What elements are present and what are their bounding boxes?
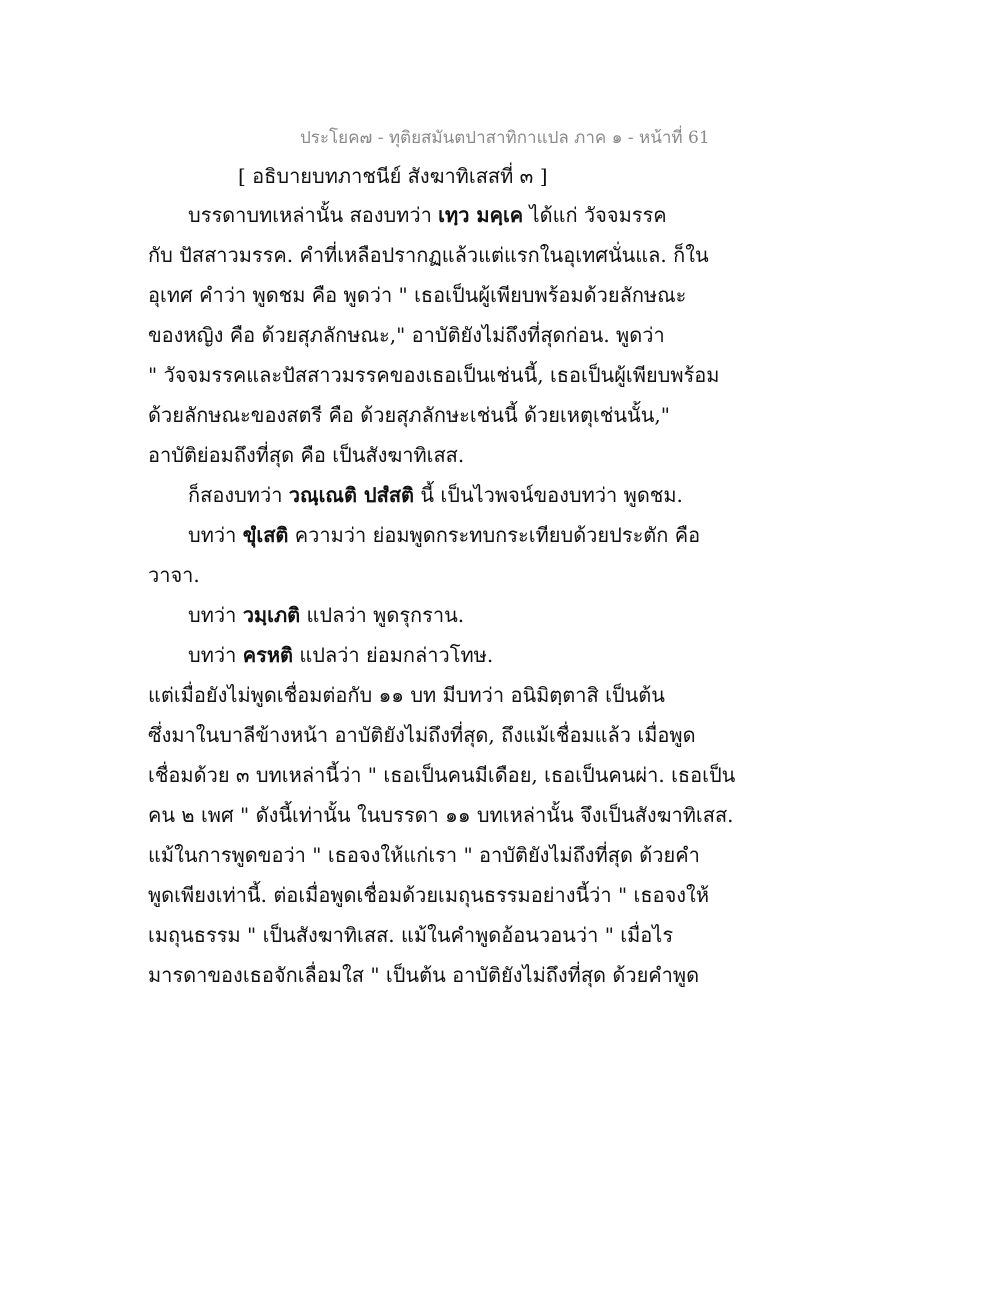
pali-term: ครหติ xyxy=(242,643,293,667)
text-line: " วัจจมรรคและปัสสาวมรรคของเธอเป็นเช่นนี้, เธอเป็นผู้เพียบพร้อม xyxy=(148,363,720,387)
text-line: วาจา. xyxy=(148,563,200,587)
text-line: แม้ในการพูดขอว่า " เธอจงให้แก่เรา " อาบัติยังไม่ถึงที่สุด ด้วยคำ xyxy=(148,843,700,867)
text-line: ก็สองบทว่า วณฺเณติ ปสํสติ นี้ เป็นไวพจน์ของบทว่า พูดชม. xyxy=(188,483,683,507)
text-line: ซึ่งมาในบาลีข้างหน้า อาบัติยังไม่ถึงที่สุด, ถึงแม้เชื่อมแล้ว เมื่อพูด xyxy=(148,723,696,747)
text-line: อาบัติย่อมถึงที่สุด คือ เป็นสังฆาทิเสส. xyxy=(148,443,465,467)
pali-term: ขุํเสติ xyxy=(242,523,289,547)
text-line: คน ๒ เพศ " ดังนี้เท่านั้น ในบรรดา ๑๑ บทเหล่านั้น จึงเป็นสังฆาทิเสส. xyxy=(148,803,734,827)
text-line: มารดาของเธอจักเลื่อมใส " เป็นต้น อาบัติยังไม่ถึงที่สุด ด้วยคำพูด xyxy=(148,963,700,987)
text-line: เชื่อมด้วย ๓ บทเหล่านี้ว่า " เธอเป็นคนมีเดือย, เธอเป็นคนผ่า. เธอเป็น xyxy=(148,763,736,787)
text-line: ด้วยลักษณะของสตรี คือ ด้วยสุภลักษะเช่นนี้ ด้วยเหตุเช่นนั้น," xyxy=(148,403,670,427)
text-line: พูดเพียงเท่านี้. ต่อเมื่อพูดเชื่อมด้วยเมถุนธรรมอย่างนี้ว่า " เธอจงให้ xyxy=(148,883,709,907)
pali-term: เทฺว มคฺเค xyxy=(438,203,524,227)
running-header: ประโยค๗ - ทุติยสมันตปาสาทิกาแปล ภาค ๑ - หน้าที่ 61 xyxy=(300,128,710,148)
text-line: บทว่า วมฺเภติ แปลว่า พูดรุกราน. xyxy=(188,603,465,627)
text-line: กับ ปัสสาวมรรค. คำที่เหลือปรากฏแล้วแต่แรกในอุเทศนั่นแล. ก็ใน xyxy=(148,243,709,267)
text-line: เมถุนธรรม " เป็นสังฆาทิเสส. แม้ในคำพูดอ้อนวอนว่า " เมื่อไร xyxy=(148,923,674,947)
text-line: แต่เมื่อยังไม่พูดเชื่อมต่อกับ ๑๑ บท มีบทว่า อนิมิตฺตาสิ เป็นต้น xyxy=(148,683,665,707)
text-line: บทว่า ครหติ แปลว่า ย่อมกล่าวโทษ. xyxy=(188,643,494,667)
text-line: บรรดาบทเหล่านั้น สองบทว่า เทฺว มคฺเค ได้แก่ วัจจมรรค xyxy=(188,203,667,227)
pali-term: วณฺเณติ ปสํสติ xyxy=(288,483,415,507)
text-line: ของหญิง คือ ด้วยสุภลักษณะ," อาบัติยังไม่ถึงที่สุดก่อน. พูดว่า xyxy=(148,323,665,347)
pali-term: วมฺเภติ xyxy=(242,603,301,627)
text-line: อุเทศ คำว่า พูดชม คือ พูดว่า " เธอเป็นผู้เพียบพร้อมด้วยลักษณะ xyxy=(148,283,687,307)
text-line: บทว่า ขุํเสติ ความว่า ย่อมพูดกระทบกระเทียบด้วยประตัก คือ xyxy=(188,523,701,547)
section-title: [ อธิบายบทภาชนีย์ สังฆาทิเสสที่ ๓ ] xyxy=(238,164,548,188)
